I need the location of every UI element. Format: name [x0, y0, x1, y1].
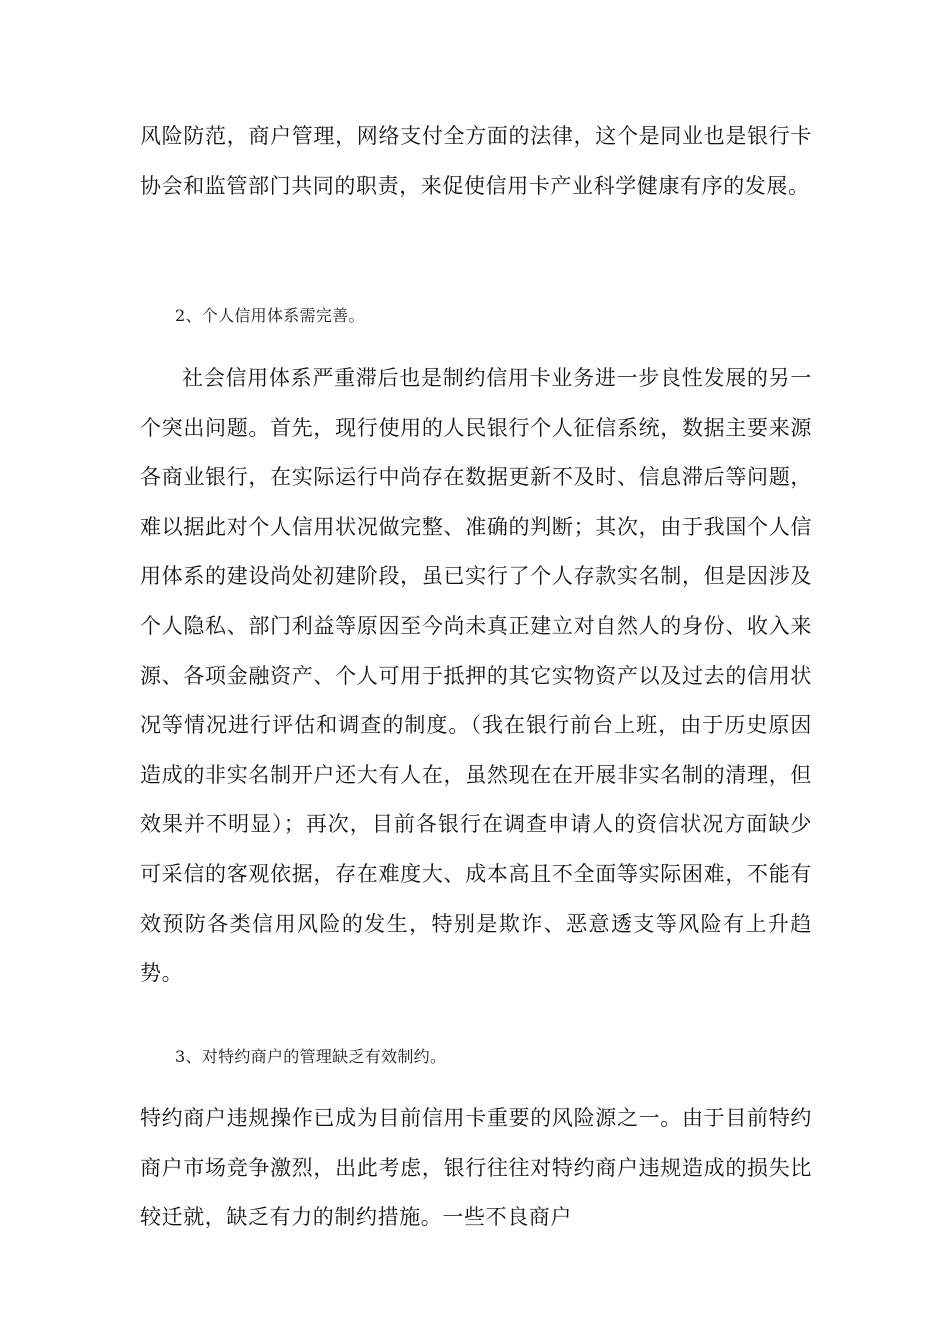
body-paragraph-legal-responsibility: 风险防范，商户管理，网络支付全方面的法律，这个是同业也是银行卡协会和监管部门共同的职责，来促使信用卡产业科学健康有序的发展。	[140, 124, 812, 198]
section-heading-personal-credit: 2、个人信用体系需完善。	[175, 306, 365, 325]
body-paragraph-merchant-risk: 特约商户违规操作已成为目前信用卡重要的风险源之一。由于目前特约商户市场竞争激烈，出此考虑，银行往往对特约商户违规造成的损失比较迁就，缺乏有力的制约措施。一些不良商户	[140, 1106, 812, 1230]
section-heading-merchant-management: 3、对特约商户的管理缺乏有效制约。	[175, 1047, 447, 1066]
body-paragraph-credit-system: 社会信用体系严重滞后也是制约信用卡业务进一步良性发展的另一个突出问题。首先，现行使用的人民银行个人征信系统，数据主要来源各商业银行，在实际运行中尚存在数据更新不及时、信息滞后等问题，难以据此对个人信用状况做完整、准确的判断；其次，由于我国个人信用体系的建设尚处初建阶段，虽已实行了个人存款实名制，但是因涉及个人隐私、部门利益等原因至今尚未真正建立对自然人的身份、收入来源、各项金融资产、个人可用于抵押的其它实物资产以及过去的信用状况等情况进行评估和调查的制度。（我在银行前台上班，由于历史原因造成的非实名制开户还大有人在，虽然现在在开展非实名制的清理，但效果并不明显）；再次，目前各银行在调查申请人的资信状况方面缺少可采信的客观依据，存在难度大、成本高且不全面等实际困难，不能有效预防各类信用风险的发生，特别是欺诈、恶意透支等风险有上升趋势。	[140, 366, 812, 986]
